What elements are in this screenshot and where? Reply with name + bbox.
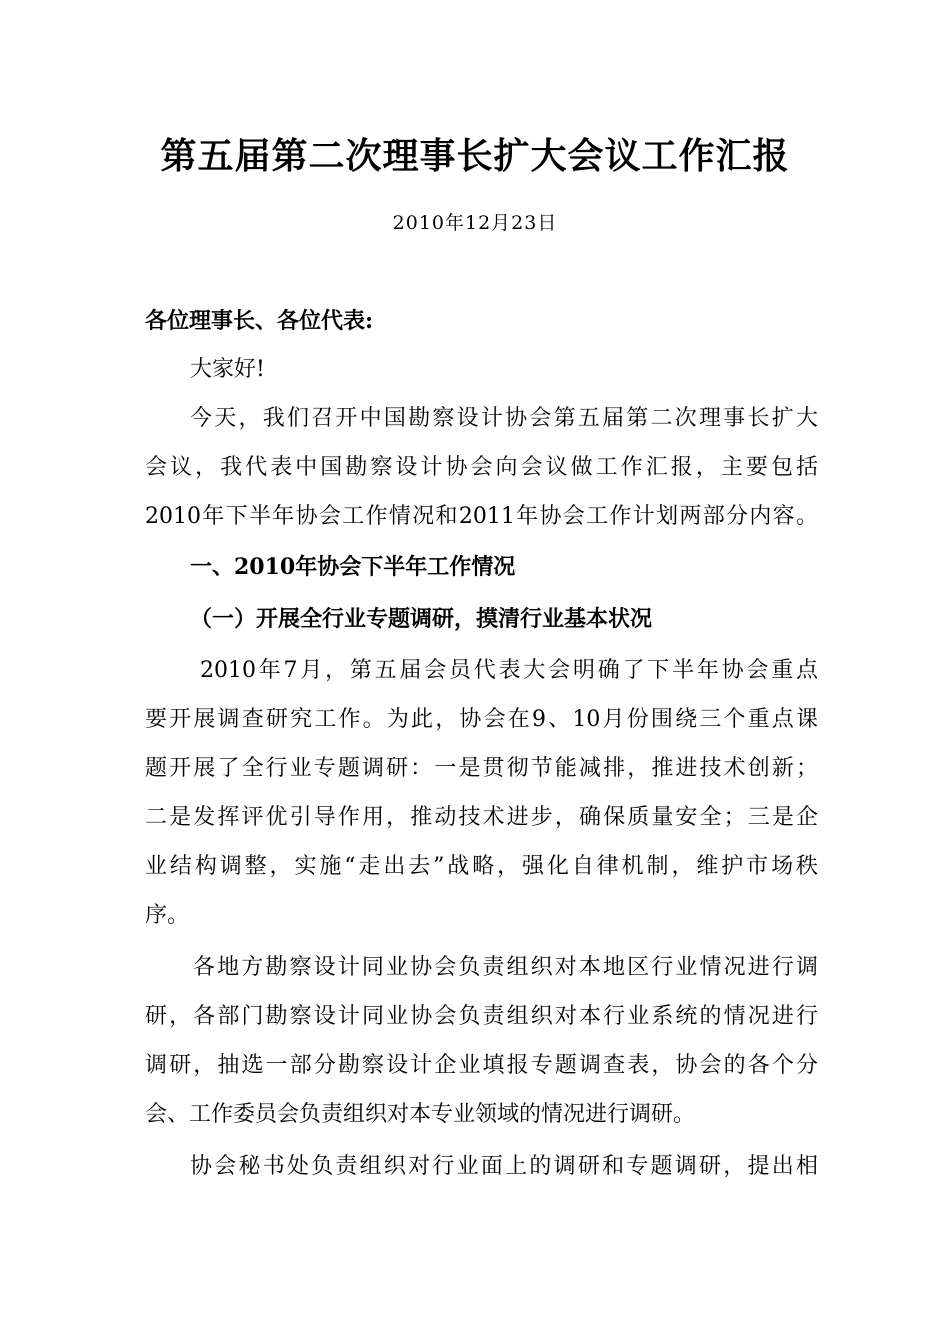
paragraph-line: 2010年下半年协会工作情况和2011年协会工作计划两部分内容。 — [145, 504, 818, 529]
document-date: 2010年12月23日 — [392, 212, 558, 234]
subsection-heading: （一）开展全行业专题调研，摸清行业基本状况 — [190, 606, 653, 632]
paragraph-line: 协会秘书处负责组织对行业面上的调研和专题调研，提出相 — [190, 1154, 818, 1179]
paragraph-line: 序。 — [145, 903, 190, 928]
paragraph-line: 要开展调查研究工作。为此，协会在9、10月份围绕三个重点课 — [145, 707, 818, 732]
paragraph-line: 题开展了全行业专题调研：一是贯彻节能减排，推进技术创新； — [145, 756, 818, 781]
salutation: 各位理事长、各位代表: — [145, 308, 374, 334]
paragraph-line: 各地方勘察设计同业协会负责组织对本地区行业情况进行调 — [193, 955, 818, 980]
document-title: 第五届第二次理事长扩大会议工作汇报 — [160, 135, 790, 177]
paragraph-line: 调研，抽选一部分勘察设计企业填报专题调查表，协会的各个分 — [145, 1053, 818, 1078]
paragraph-line: 业结构调整，实施“走出去”战略，强化自律机制，维护市场秩 — [145, 854, 818, 879]
paragraph-line: 会议，我代表中国勘察设计协会向会议做工作汇报，主要包括 — [145, 455, 818, 480]
paragraph-line: 会、工作委员会负责组织对本专业领域的情况进行调研。 — [145, 1102, 696, 1127]
paragraph-line: 2010年7月，第五届会员代表大会明确了下半年协会重点 — [200, 658, 818, 683]
paragraph-line: 今天，我们召开中国勘察设计协会第五届第二次理事长扩大 — [190, 406, 818, 431]
paragraph-line: 二是发挥评优引导作用，推动技术进步，确保质量安全；三是企 — [145, 805, 818, 830]
paragraph-line: 研，各部门勘察设计同业协会负责组织对本行业系统的情况进行 — [145, 1004, 818, 1029]
greeting: 大家好! — [190, 357, 265, 382]
section-heading: 一、2010年协会下半年工作情况 — [190, 554, 516, 580]
